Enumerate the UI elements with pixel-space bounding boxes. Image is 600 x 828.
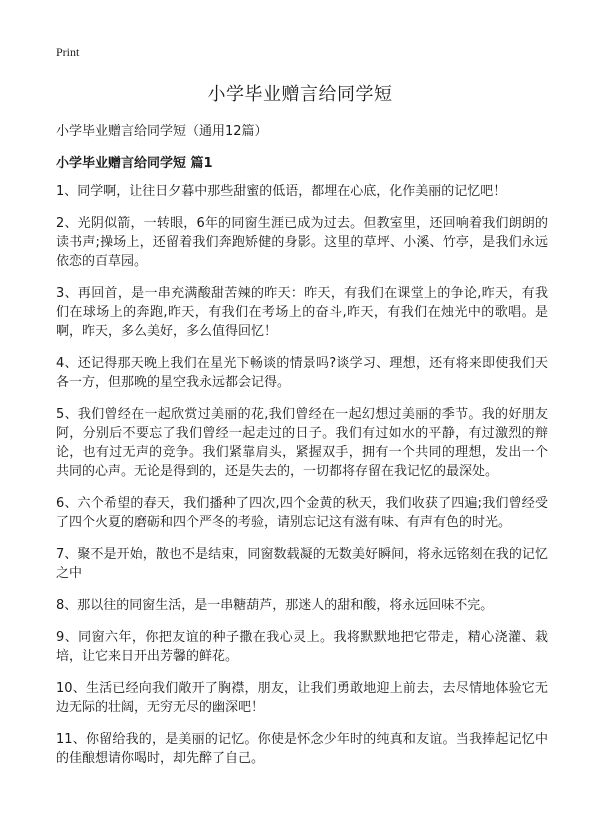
paragraph: 4、还记得那天晚上我们在星光下畅谈的情景吗?谈学习、理想，还有将来即使我们天各一方，但那晚的星空我永远都会记得。 — [56, 356, 548, 390]
paragraph: 1、同学啊，让往日夕暮中那些甜蜜的低语，都埋在心底，化作美丽的记忆吧！ — [56, 184, 507, 199]
paragraph: 11、你留给我的，是美丽的记忆。你使是怀念少年时的纯真和友谊。当我捧起记忆中的佳酿想请你喝时，却先醉了自己。 — [56, 732, 548, 766]
paragraph: 5、我们曾经在一起欣赏过美丽的花,我们曾经在一起幻想过美丽的季节。我的好朋友阿，分别后不要忘了我们曾经一起走过的日子。我们有过如水的平静，有过激烈的辩论，也有过无声的竞争。我们紧靠肩头，紧握双手，拥有一个共同的理想，发出一个共同的心声。无论是得到的，还是失去的，一切都将存留在我记忆的最深处。 — [56, 407, 548, 479]
page-title: 小学毕业赠言给同学短 — [207, 84, 393, 105]
paragraph: 8、那以往的同窗生活，是一串糖葫芦，那迷人的甜和酸，将永远回味不完。 — [56, 598, 494, 613]
print-link[interactable]: Print — [56, 45, 80, 59]
paragraph: 3、再回首，是一串充满酸甜苦辣的昨天：昨天，有我们在课堂上的争论,昨天，有我们在球场上的奔跑,昨天，有我们在考场上的奋斗,昨天，有我们在烛光中的歌唱。是啊，昨天，多么美好，多么值得回忆！ — [56, 286, 548, 339]
document-subtitle: 小学毕业赠言给同学短（通用12篇） — [56, 124, 268, 139]
paragraph: 6、六个希望的春天，我们播种了四次,四个金黄的秋天，我们收获了四遍;我们曾经受了四个火夏的磨砺和四个严冬的考验，请别忘记这有滋有味、有声有色的时光。 — [56, 496, 548, 530]
paragraph: 2、光阴似箭，一转眼，6年的同窗生涯已成为过去。但教室里，还回响着我们朗朗的读书声;操场上，还留着我们奔跑矫健的身影。这里的草坪、小溪、竹亭，是我们永远依恋的百草园。 — [56, 216, 548, 269]
paragraph: 7、聚不是开始，散也不是结束，同窗数载凝的无数美好瞬间，将永远铭刻在我的记忆之中 — [56, 547, 548, 581]
paragraph-list — [56, 182, 548, 781]
section-heading: 小学毕业赠言给同学短 篇1 — [56, 156, 213, 171]
paragraph: 9、同窗六年，你把友谊的种子撒在我心灵上。我将默默地把它带走，精心浇灌、栽培，让它来日开出芳馨的鲜花。 — [56, 630, 548, 664]
paragraph: 10、生活已经向我们敞开了胸襟，朋友，让我们勇敢地迎上前去，去尽情地体验它无边无际的壮阔，无穷无尽的幽深吧！ — [56, 681, 548, 715]
